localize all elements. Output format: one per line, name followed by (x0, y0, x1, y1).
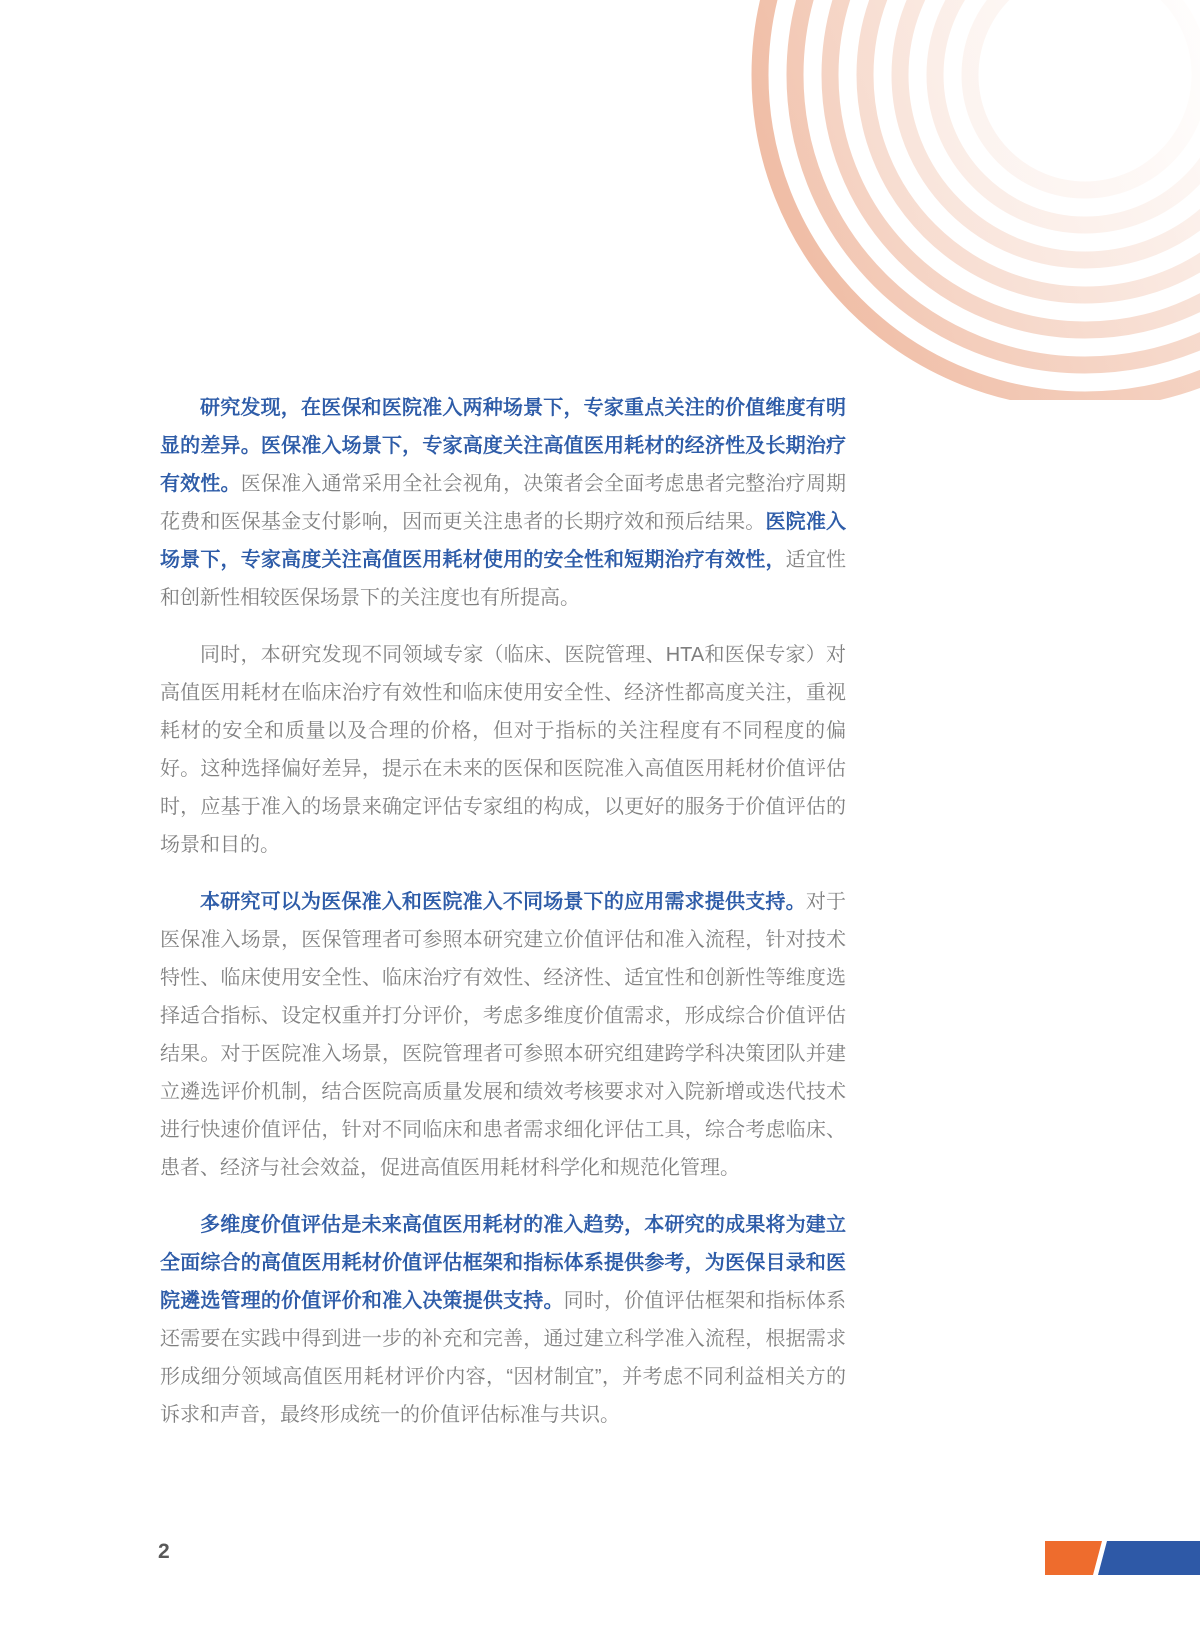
text-segment-body: 同时，本研究发现不同领域专家（临床、医院管理、HTA和医保专家）对高值医用耗材在临床治疗有效性和临床使用安全性、经济性都高度关注，重视耗材的安全和质量以及合理的价格，但对于指标的关注程度有不同程度的偏好。这种选择偏好差异，提示在未来的医保和医院准入高值医用耗材价值评估时，应基于准入的场景来确定评估专家组的构成，以更好的服务于价值评估的场景和目的。 (160, 644, 846, 856)
text-segment-body: 适宜性和创新性相较医保场景下的关注度也有所提高。 (160, 549, 847, 609)
text-segment-emphasis: 研究发现，在医保和医院准入两种场景下，专家重点关注的价值维度有明显的差异。医保准入场景下，专家高度关注高值医用耗材的经济性及长期治疗有效性。 (160, 397, 846, 495)
ring-circle (900, 0, 1200, 260)
paragraph-expert-preferences (160, 636, 846, 864)
footer-accent-bars (1040, 1536, 1200, 1581)
ring-circle (970, 0, 1200, 190)
text-segment-emphasis: 多维度价值评估是未来高值医用耗材的准入趋势，本研究的成果将为建立全面综合的高值医用耗材价值评估框架和指标体系提供参考，为医保目录和医院遴选管理的价值评价和准入决策提供支持。 (160, 1214, 846, 1312)
ring-circle (935, 0, 1200, 225)
text-segment-body: 同时，价值评估框架和指标体系还需要在实践中得到进一步的补充和完善，通过建立科学准入流程，根据需求形成细分领域高值医用耗材评价内容，“因材制宜”，并考虑不同利益相关方的诉求和声音，最终形成统一的价值评估标准与共识。 (160, 1290, 847, 1426)
text-segment-emphasis: 本研究可以为医保准入和医院准入不同场景下的应用需求提供支持。 (200, 891, 806, 913)
ring-circle (865, 0, 1200, 295)
paragraph-scenario-findings (160, 389, 846, 617)
footer-bar-orange (1045, 1541, 1102, 1575)
ring-circle (795, 0, 1200, 365)
paragraph-future-trend (160, 1206, 846, 1434)
footer-bar-blue (1098, 1541, 1200, 1575)
paragraph-application-support (160, 883, 846, 1187)
ring-circle (830, 0, 1200, 330)
text-segment-emphasis: 医院准入场景下，专家高度关注高值医用耗材使用的安全性和短期治疗有效性， (160, 511, 847, 571)
ring-circle (760, 0, 1200, 400)
text-segment-body: 对于医保准入场景，医保管理者可参照本研究建立价值评估和准入流程，针对技术特性、临床使用安全性、临床治疗有效性、经济性、适宜性和创新性等维度选择适合指标、设定权重并打分评价，考虑多维度价值需求，形成综合价值评估结果。对于医院准入场景，医院管理者可参照本研究组建跨学科决策团队并建立遴选评价机制，结合医院高质量发展和绩效考核要求对入院新增或迭代技术进行快速价值评估，针对不同临床和患者需求细化评估工具，综合考虑临床、患者、经济与社会效益，促进高值医用耗材科学化和规范化管理。 (160, 891, 847, 1179)
text-segment-body: 医保准入通常采用全社会视角，决策者会全面考虑患者完整治疗周期花费和医保基金支付影响，因而更关注患者的长期疗效和预后结果。 (160, 473, 847, 533)
document-body (160, 389, 846, 1453)
decorative-rings (700, 0, 1200, 400)
ring-group (760, 0, 1200, 400)
page-number: 2 (158, 1540, 170, 1563)
